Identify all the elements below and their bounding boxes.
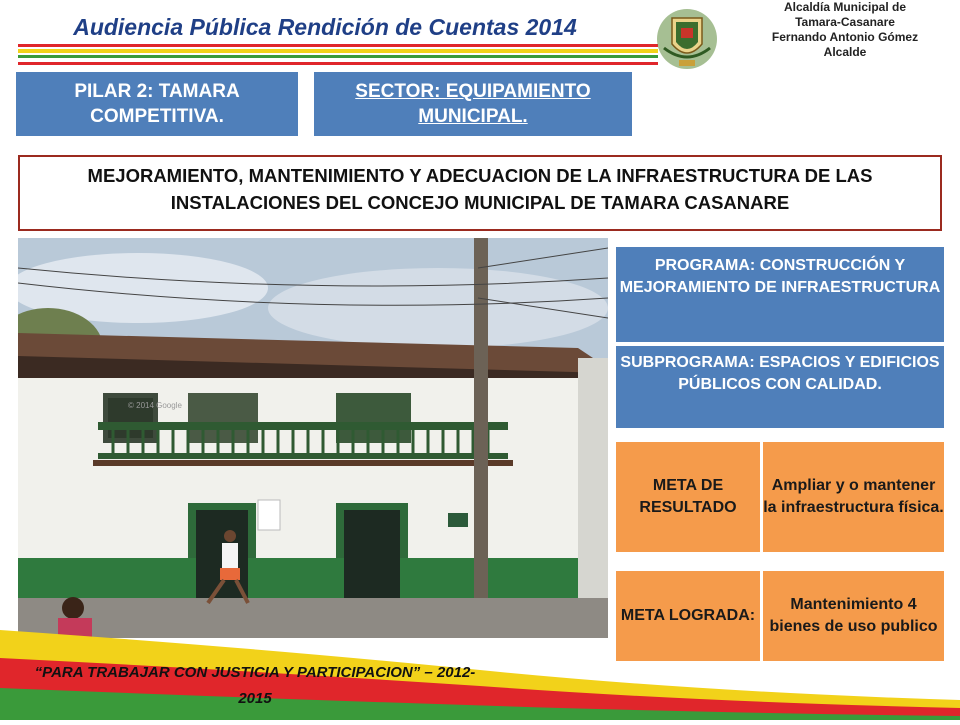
meta-lograda-label: META LOGRADA: — [616, 571, 760, 661]
meta-resultado-row — [616, 442, 944, 552]
pilar-box: PILAR 2: TAMARA COMPETITIVA. — [16, 72, 298, 136]
photo-watermark: © 2014 Google — [128, 401, 182, 410]
municipal-crest-icon — [652, 4, 722, 74]
municipality-line-2: Tamara-Casanare — [795, 15, 895, 29]
header-stripe-green — [18, 55, 658, 58]
header-stripe-red — [18, 44, 658, 47]
building-photo — [18, 238, 608, 638]
header-stripe-red-2 — [18, 62, 658, 65]
header-stripe-yellow — [18, 49, 658, 53]
subprograma-box: SUBPROGRAMA: ESPACIOS Y EDIFICIOS PÚBLICOS CON CALIDAD. — [616, 346, 944, 428]
project-title-box: MEJORAMIENTO, MANTENIMIENTO Y ADECUACION DE LA INFRAESTRUCTURA DE LAS INSTALACIONES DEL CONCEJO MUNICIPAL DE TAMARA CASANARE — [18, 155, 942, 231]
meta-resultado-label: META DE RESULTADO — [616, 442, 760, 552]
programa-box: PROGRAMA: CONSTRUCCIÓN Y MEJORAMIENTO DE INFRAESTRUCTURA — [616, 247, 944, 342]
footer-slogan: “PARA TRABAJAR CON JUSTICIA Y PARTICIPACION” – 2012-2015 — [34, 664, 476, 707]
meta-resultado-value: Ampliar y o mantener la infraestructura física. — [763, 442, 944, 552]
municipality-line-3: Fernando Antonio Gómez — [771, 30, 919, 44]
municipality-line-4: Alcalde — [823, 45, 867, 59]
municipality-info — [730, 0, 960, 60]
municipality-line-1: Alcaldía Municipal de — [783, 0, 907, 14]
meta-lograda-value: Mantenimiento 4 bienes de uso publico — [763, 571, 944, 661]
sector-box: SECTOR: EQUIPAMIENTO MUNICIPAL. — [314, 72, 632, 136]
presentation-title: Audiencia Pública Rendición de Cuentas 2014 — [73, 14, 577, 40]
